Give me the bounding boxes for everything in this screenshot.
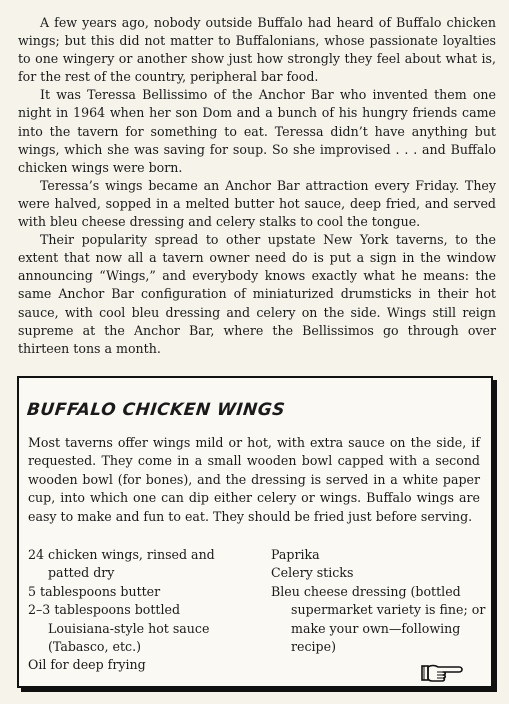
intro-text [18,14,496,358]
ingredient-item: 2–3 tablespoons bottled Louisiana-style hot sauce (Tabasco, etc.) [28,602,210,655]
ingredient-item: Bleu cheese dressing (bottled supermarket variety is fine; or make your own—following recipe) [271,583,486,655]
ingredient-item: Oil for deep frying [28,657,146,673]
pointing-hand-icon [421,659,465,685]
intro-paragraph: Their popularity spread to other upstate New York taverns, to the extent that now all a tavern owner need do is put a sign in the window announcing “Wings,” and everybody knows exactly what he means: the same Anchor Bar configuration of miniaturized drumsticks in their hot sauce, with cool bleu dressing and celery on the side. Wings still reign supreme at the Anchor Bar, where the Bellissimos go through over thirteen tons a month. [18,232,496,356]
ingredients-left [28,546,248,675]
ingredient-item: 5 tablespoons butter [28,583,161,599]
ingredient-item: Paprika [271,547,320,562]
ingredient-item: Celery sticks [271,565,354,581]
ingredient-item: 24 chicken wings, rinsed and patted dry [28,547,215,581]
intro-paragraph: A few years ago, nobody outside Buffalo had heard of Buffalo chicken wings; but this did not matter to Buffalonians, whose passionate loyalties to one wingery or another show just how strongly they feel about what is, for the rest of the country, peripheral bar food. [18,15,496,85]
intro-paragraph: It was Teressa Bellissimo of the Anchor Bar who invented them one night in 1964 when her son Dom and a bunch of his hungry friends came into the tavern for something to eat. Teressa didn’t have anything but wings, which she was saving for soup. So she improvised . . . and Buffalo chicken wings were born. [18,87,496,175]
intro-paragraph: Teressa’s wings became an Anchor Bar attraction every Friday. They were halved, sopped in a melted butter hot sauce, deep fried, and served with bleu cheese dressing and celery stalks to cool the tongue. [18,177,496,230]
ingredients-right [271,546,486,656]
recipe-title: BUFFALO CHICKEN WINGS [25,400,287,420]
recipe-intro: Most taverns offer wings mild or hot, with extra sauce on the side, if requested. They come in a small wooden bowl capped with a second wooden bowl (for bones), and the dressing is served in a white paper cup, into which one can dip either celery or wings. Buffalo wings are easy to make and fun to eat. They should be fried just before serving. [28,435,480,524]
